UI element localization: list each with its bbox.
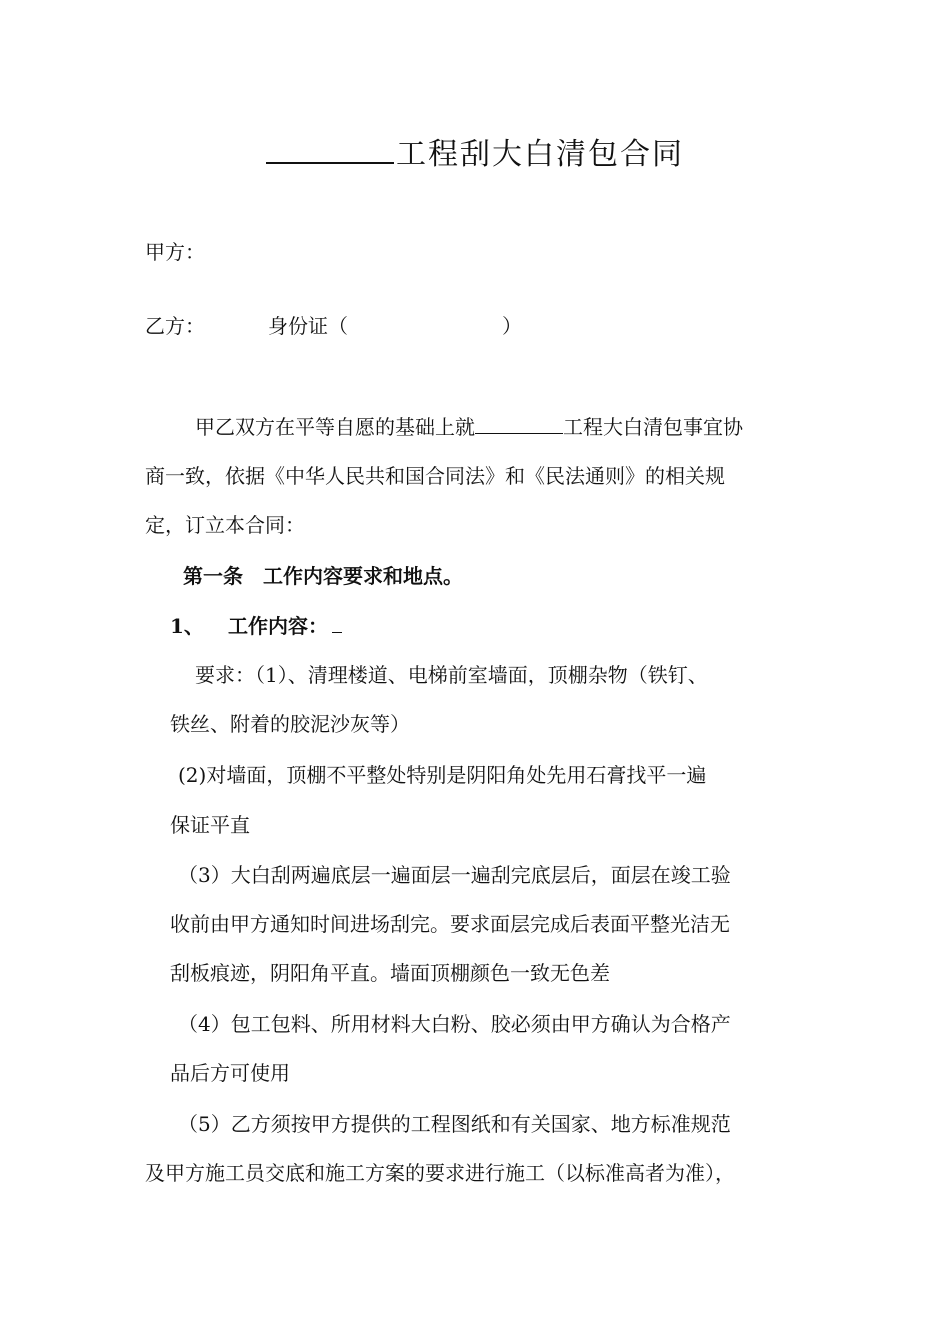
party-b-line — [145, 313, 522, 339]
req-1-line-1: 要求：（1）、清理楼道、电梯前室墙面，顶棚杂物（铁钉、 — [195, 663, 708, 687]
req-5-line-2: 及甲方施工员交底和施工方案的要求进行施工（以标准高者为准）， — [145, 1161, 735, 1185]
intro-line-1-before: 甲乙双方在平等自愿的基础上就 — [195, 415, 475, 439]
req-4-line-1: （4）包工包料、所用材料大白粉、胶必须由甲方确认为合格产 — [178, 1012, 731, 1036]
req-3-line-3: 刮板痕迹，阴阳角平直。墙面顶棚颜色一致无色差 — [170, 961, 610, 985]
req-2-line-2: 保证平直 — [170, 813, 250, 837]
intro-project-blank[interactable] — [475, 415, 563, 434]
contract-title — [0, 132, 950, 175]
item-1-line — [170, 613, 328, 639]
intro-line-1-after: 工程大白清包事宜协 — [563, 415, 743, 439]
id-card-label: 身份证（ — [268, 314, 348, 338]
req-2-line-1: (2)对墙面，顶棚不平整处特别是阴阳角处先用石膏找平一遍 — [178, 763, 707, 787]
title-blank-line[interactable] — [266, 132, 394, 164]
title-text: 工程刮大白清包合同 — [396, 137, 684, 172]
item-1-number: 1、 — [170, 614, 204, 638]
party-a-line — [145, 239, 205, 265]
item-1-label: 工作内容： — [228, 614, 328, 638]
intro-line-3: 定，订立本合同： — [145, 513, 305, 537]
party-a-label: 甲方： — [145, 240, 205, 264]
party-b-label: 乙方： — [145, 314, 205, 338]
req-5-line-1: （5）乙方须按甲方提供的工程图纸和有关国家、地方标准规范 — [178, 1112, 731, 1136]
intro-line-2: 商一致，依据《中华人民共和国合同法》和《民法通则》的相关规 — [145, 464, 725, 488]
req-4-line-2: 品后方可使用 — [170, 1061, 290, 1085]
id-card-close: ） — [502, 314, 522, 338]
req-3-line-1: （3）大白刮两遍底层一遍面层一遍刮完底层后，面层在竣工验 — [178, 863, 731, 887]
article-1-heading: 第一条 工作内容要求和地点。 — [183, 564, 463, 588]
item-1-blank[interactable] — [332, 614, 342, 633]
item-1-label-wrap — [228, 613, 342, 639]
req-1-line-2: 铁丝、附着的胶泥沙灰等） — [170, 712, 410, 736]
req-3-line-2: 收前由甲方通知时间进场刮完。要求面层完成后表面平整光洁无 — [170, 912, 730, 936]
intro-line-1 — [195, 414, 743, 440]
